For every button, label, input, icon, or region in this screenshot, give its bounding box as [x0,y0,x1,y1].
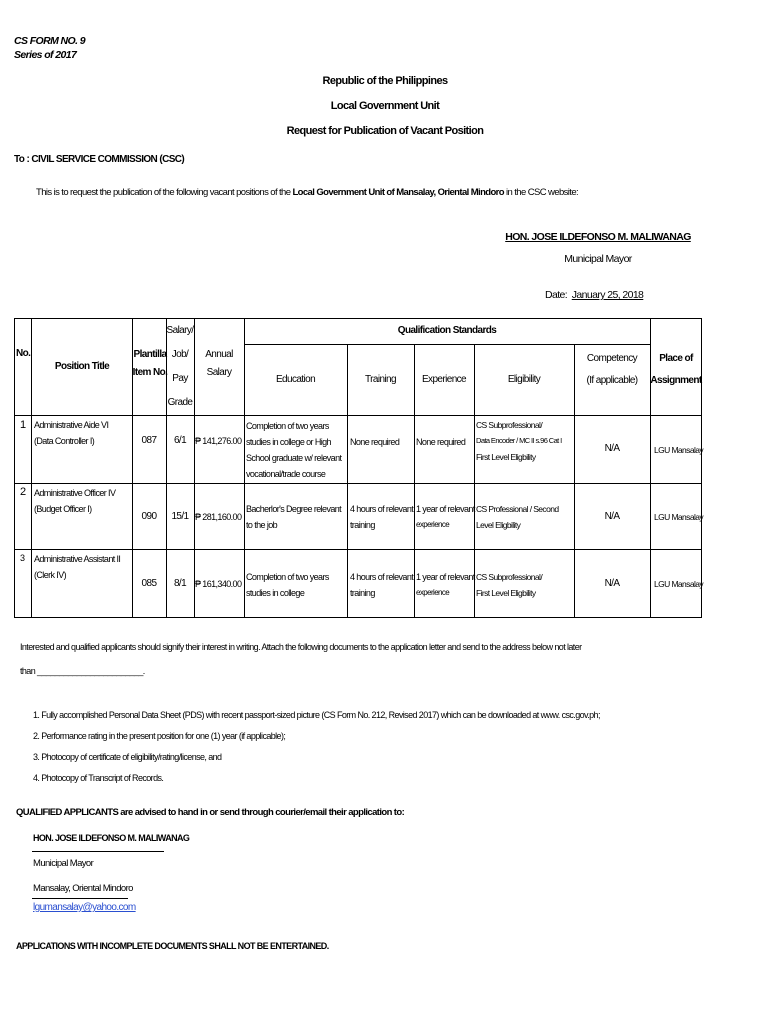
row1-edu-1: Completion of two years [246,421,329,431]
email-link[interactable]: lgumansalay@yahoo.com [33,902,136,913]
col-plantilla-1: Plantilla [133,349,167,360]
col-competency-1: Competency [586,353,638,364]
row1-no: 1 [20,419,26,431]
form-number-text: CS FORM NO. 9 [14,35,85,47]
col-plantilla [132,346,168,382]
col-sg-4: Grade [167,397,193,408]
documents-list [33,710,600,794]
row2-training-2: training [350,520,375,530]
row2-grade: 15/1 [171,511,189,522]
row2-eligibility [476,501,558,533]
col-position-title: Position Title [54,361,110,372]
address-title: Municipal Mayor [33,858,94,869]
row3-training [350,569,413,601]
row2-no: 2 [20,486,26,498]
document-item-4: 4. Photocopy of Transcript of Records. [33,773,164,783]
row3-eligibility [476,569,542,601]
date-value: January 25, 2018 [571,289,644,301]
footer-notice: APPLICATIONS WITH INCOMPLETE DOCUMENTS SHALL NOT BE ENTERTAINED. [16,941,329,951]
signatory-name: HON. JOSE ILDEFONSO M. MALIWANAG [505,231,691,243]
address-name: HON. JOSE ILDEFONSO M. MALIWANAG [33,833,190,843]
row2-position-2: (Budget Officer I) [34,504,92,514]
col-sg-1: Salary/ [166,325,194,336]
row3-no: 3 [20,553,25,563]
row3-elig-1: CS Subprofessional/ [476,572,543,582]
row1-elig-2: Data Encoder / MC II s.96 Cat I [476,436,562,445]
document-item-2: 2. Performance rating in the present position for one (1) year (if applicable); [33,731,286,741]
row2-position-1: Administrative Officer IV [34,488,116,498]
col-place [650,348,702,392]
row3-grade: 8/1 [173,578,187,589]
row1-position-2: (Data Controller I) [34,436,95,446]
row1-position-1: Administrative Aide VI [34,420,109,430]
instructions-line-2: than ________________________. [20,666,145,676]
row1-elig-3: First Level Eligbility [476,452,536,462]
row1-salary: ₱ 141,276.00 [195,436,242,446]
col-training: Training [365,374,396,385]
row1-elig-1: CS Subprofessional/ [476,420,543,430]
row3-elig-2: First Level Eligbility [476,588,536,598]
row3-edu-2: studies in college [246,588,305,598]
col-competency-2: (If applicable) [586,375,638,386]
advice-text: QUALIFIED APPLICANTS are advised to hand in or send through courier/email their application to: [16,807,405,818]
row2-competency: N/A [604,511,620,522]
row2-training [350,501,413,533]
row3-experience [416,569,475,601]
row3-item-no: 085 [141,578,157,589]
vacant-positions-table [14,318,702,618]
row2-edu-1: Bacherlor's Degree relevant [246,504,342,514]
row1-item-no: 087 [141,435,157,446]
row3-position-2: (Clerk IV) [34,570,66,580]
row1-grade: 6/1 [173,435,187,446]
row3-salary: ₱ 161,340.00 [195,579,242,589]
row3-place: LGU Mansalay [654,579,704,589]
col-competency [574,348,650,392]
row1-eligibility [476,417,562,465]
col-plantilla-2: Item No. [132,367,168,378]
col-sg-3: Pay [172,373,188,384]
col-annual-2: Salary [206,367,232,378]
row1-position [34,417,108,449]
col-place-1: Place of [659,353,693,364]
col-annual-salary [194,346,244,382]
row2-edu-2: to the job [246,520,278,530]
col-no: No. [16,348,31,359]
row3-training-1: 4 hours of relevant [350,572,414,582]
row3-position [34,551,120,583]
row3-education [246,569,329,601]
col-education: Education [275,374,316,385]
col-eligibility: Eligibility [507,374,541,385]
row2-exp-2: experience [416,520,450,529]
col-experience: Experience [421,374,467,385]
header-lgu: Local Government Unit [330,100,440,112]
col-sg-2: Job/ [171,349,189,360]
row1-place: LGU Mansalay [654,445,704,455]
addressee: To : CIVIL SERVICE COMMISSION (CSC) [14,154,185,165]
address-location: Mansalay, Oriental Mindoro [33,883,133,894]
document-item-3: 3. Photocopy of certificate of eligibility/rating/license, and [33,752,222,762]
row2-place: LGU Mansalay [654,512,704,522]
intro-pre: This is to request the publication of the following vacant positions of the [36,187,293,198]
row2-elig-2: Level Eligbility [476,520,521,530]
row2-education [246,501,341,533]
date-line [545,289,643,301]
row3-edu-1: Completion of two years [246,572,329,582]
row2-item-no: 090 [141,511,157,522]
row2-exp-1: 1 year of relevant [416,504,475,514]
signatory-title: Municipal Mayor [564,253,632,265]
row3-exp-2: experience [416,588,450,597]
header-title: Request for Publication of Vacant Position [286,125,484,137]
row2-experience [416,501,475,533]
col-place-2: Assignment [650,375,702,386]
row2-position [34,485,115,517]
document-item-1: 1. Fully accomplished Personal Data Sheet (PDS) with recent passport-sized picture (CS Form No. 212, Revised 2017) which can be downloaded at www. csc.gov.ph; [33,710,600,720]
row1-experience: None required [416,437,466,447]
header-republic: Republic of the Philippines [322,75,448,87]
date-label: Date: [545,289,568,301]
instructions-line-1: Interested and qualified applicants should signify their interest in writing. Attach the following documents to the application letter and send to the address below not later [20,642,582,652]
row3-competency: N/A [604,578,620,589]
col-salary-grade [166,319,194,415]
row3-position-1: Administrative Assistant II [34,554,121,564]
row1-training: None required [350,437,400,447]
intro-lgu: Local Government Unit of Mansalay, Oriental Mindoro [292,187,504,198]
row2-elig-1: CS Professional / Second [476,504,559,514]
row1-edu-4: vocational/trade course [246,469,326,479]
row3-training-2: training [350,588,375,598]
form-number [14,34,85,62]
row2-salary: ₱ 281,160.00 [195,512,242,522]
row2-training-1: 4 hours of relevant [350,504,414,514]
intro-post: in the CSC website: [503,187,579,198]
row1-competency: N/A [604,443,620,454]
col-annual-1: Annual [205,349,233,360]
row3-exp-1: 1 year of relevant [416,572,475,582]
row1-education [246,418,341,482]
form-series: Series of 2017 [14,49,77,61]
row1-edu-3: School graduate w/ relevant [246,453,342,463]
col-qualification-standards: Qualification Standards [397,325,497,336]
intro-text [36,187,578,198]
row1-edu-2: studies in college or High [246,437,331,447]
